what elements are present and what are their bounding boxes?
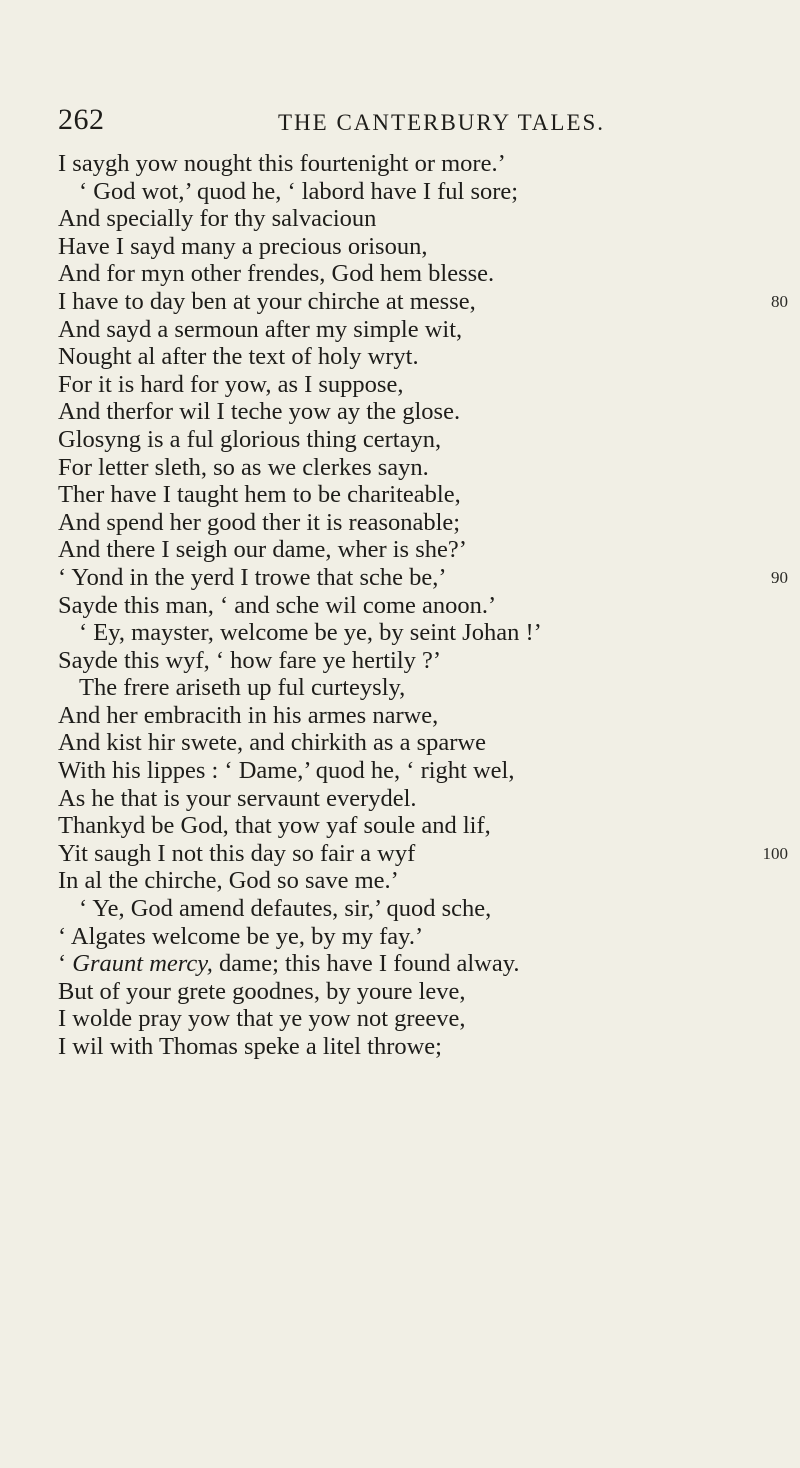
verse-line-text: And her embracith in his armes narwe, (58, 701, 439, 729)
verse-line (58, 950, 788, 978)
verse-line-text: I have to day ben at your chirche at messe, (58, 287, 476, 315)
verse-line-text: And kist hir swete, and chirkith as a sparwe (58, 729, 486, 757)
verse-line (58, 536, 788, 564)
verse-line (58, 398, 788, 426)
line-number: 100 (762, 843, 788, 863)
verse-line-text: ‘ Ey, mayster, welcome be ye, by seint Johan !’ (79, 619, 542, 647)
line-number: 80 (771, 291, 788, 311)
verse-line-text: And sayd a sermoun after my simple wit, (58, 315, 463, 343)
verse-line (58, 205, 788, 233)
verse-line-text: And for myn other frendes, God hem blesse. (58, 260, 495, 288)
verse-line (58, 674, 788, 702)
verse-line (58, 481, 788, 509)
verse-line-text: Sayde this wyf, ‘ how fare ye hertily ?’ (58, 646, 442, 674)
verse-line-text: As he that is your servaunt everydel. (58, 784, 417, 812)
verse-line-text: Glosyng is a ful glorious thing certayn, (58, 425, 442, 453)
verse-line (58, 288, 788, 316)
verse-line (58, 757, 788, 785)
verse-line (58, 923, 788, 951)
verse-line-text: I wil with Thomas speke a litel throwe; (58, 1033, 442, 1060)
verse-line (58, 316, 788, 344)
verse-line-text: The frere ariseth up ful curteysly, (79, 674, 406, 702)
verse-block (58, 150, 788, 1061)
verse-line-text: ‘ Graunt mercy, dame; this have I found alway. (58, 950, 520, 978)
verse-line (58, 619, 788, 647)
verse-line (58, 647, 788, 675)
verse-line-text: Thankyd be God, that yow yaf soule and lif, (58, 812, 491, 840)
verse-line (58, 260, 788, 288)
verse-line-text: ‘ God wot,’ quod he, ‘ labord have I ful sore; (79, 177, 519, 205)
verse-line-text: I wolde pray yow that ye yow not greeve, (58, 1005, 466, 1033)
verse-line (58, 343, 788, 371)
page-number: 262 (58, 103, 105, 136)
verse-line-text: For letter sleth, so as we clerkes sayn. (58, 453, 429, 481)
verse-line (58, 978, 788, 1006)
verse-line (58, 233, 788, 261)
verse-line (58, 592, 788, 620)
verse-line (58, 150, 788, 178)
verse-line-text: I saygh yow nought this fourtenight or more.’ (58, 150, 506, 177)
verse-line-text: And specially for thy salvacioun (58, 205, 377, 233)
verse-line (58, 1033, 788, 1061)
verse-line-text: In al the chirche, God so save me.’ (58, 867, 399, 895)
verse-line (58, 454, 788, 482)
verse-line (58, 509, 788, 537)
verse-line (58, 426, 788, 454)
verse-line-text: ‘ Yond in the yerd I trowe that sche be,’ (58, 563, 447, 591)
italic-phrase: Graunt mercy, (72, 950, 213, 978)
verse-line-text: And spend her good ther it is reasonable; (58, 508, 461, 536)
verse-line-text: Nought al after the text of holy wryt. (58, 343, 419, 371)
verse-line-text: And there I seigh our dame, wher is she?’ (58, 536, 467, 564)
verse-line-text: But of your grete goodnes, by youre leve, (58, 977, 466, 1005)
verse-line (58, 371, 788, 399)
verse-line (58, 895, 788, 923)
verse-line (58, 1005, 788, 1033)
verse-line-text: For it is hard for yow, as I suppose, (58, 370, 404, 398)
verse-line (58, 702, 788, 730)
page-header (58, 100, 758, 144)
line-number: 90 (771, 567, 788, 587)
verse-line-text: Sayde this man, ‘ and sche wil come anoon.’ (58, 591, 497, 619)
verse-line-text: ‘ Algates welcome be ye, by my fay.’ (58, 922, 424, 950)
verse-line-text: With his lippes : ‘ Dame,’ quod he, ‘ right wel, (58, 757, 515, 785)
verse-line (58, 564, 788, 592)
verse-line-text: ‘ Ye, God amend defautes, sir,’ quod sche, (79, 895, 492, 923)
verse-line (58, 785, 788, 813)
verse-line (58, 867, 788, 895)
verse-line (58, 729, 788, 757)
verse-line (58, 840, 788, 868)
running-title: THE CANTERBURY TALES. (278, 110, 606, 135)
verse-line (58, 178, 788, 206)
verse-line (58, 812, 788, 840)
verse-line-text: Ther have I taught hem to be chariteable, (58, 481, 461, 509)
verse-line-text: Have I sayd many a precious orisoun, (58, 232, 428, 260)
verse-line-text: Yit saugh I not this day so fair a wyf (58, 839, 416, 867)
verse-line-text: And therfor wil I teche yow ay the glose. (58, 398, 461, 426)
